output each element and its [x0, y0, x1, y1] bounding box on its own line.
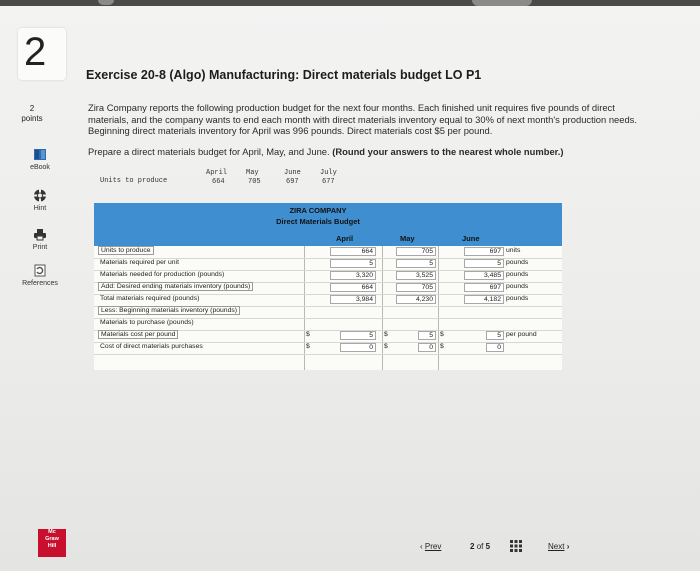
question-number: 2 — [24, 30, 47, 74]
april-input[interactable]: 3,320 — [330, 271, 376, 280]
may-input[interactable]: 5 — [396, 259, 436, 268]
unit-label: per pound — [506, 331, 537, 338]
page-indicator — [470, 542, 490, 551]
table-row — [94, 342, 562, 355]
instructions-text: Prepare a direct materials budget for April, May, and June. — [88, 146, 330, 157]
june-input[interactable]: 5 — [464, 259, 504, 268]
april-input[interactable]: 5 — [340, 331, 376, 340]
given-value: 705 — [248, 178, 261, 186]
april-input[interactable]: 3,984 — [330, 295, 376, 304]
june-input[interactable]: 4,182 — [464, 295, 504, 304]
print-button[interactable] — [18, 228, 62, 251]
references-button[interactable] — [18, 264, 62, 287]
row-label: Cost of direct materials purchases — [100, 343, 203, 350]
points-value: 2 — [29, 104, 35, 113]
row-label: Less: Beginning materials inventory (pounds) — [98, 306, 240, 315]
column-header-april: April — [336, 234, 354, 243]
may-input[interactable]: 3,525 — [396, 271, 436, 280]
prev-button[interactable]: ‹ Prev — [420, 542, 442, 551]
next-label: Next — [548, 542, 565, 551]
column-header-june: June — [462, 234, 480, 243]
mcgraw-hill-logo — [38, 529, 66, 557]
given-row-label: Units to produce — [100, 177, 168, 185]
prev-label: Prev — [424, 542, 442, 551]
intro-line: materials, and the company wants to end each month with direct materials inventory equal to 30% of next month's production needs. — [88, 113, 637, 125]
may-input[interactable]: 5 — [418, 331, 436, 340]
print-label: Print — [32, 244, 48, 251]
question-navigation — [392, 536, 602, 558]
next-button[interactable]: Next › — [548, 542, 570, 551]
references-icon — [33, 264, 47, 277]
grid-icon[interactable] — [510, 540, 522, 554]
given-value: 664 — [212, 178, 225, 186]
page-current: 2 — [470, 542, 475, 551]
unit-label: units — [506, 247, 521, 254]
unit-label: pounds — [506, 271, 529, 278]
budget-name: Direct Materials Budget — [276, 217, 360, 226]
june-input[interactable]: 3,485 — [464, 271, 504, 280]
hint-button[interactable] — [18, 189, 62, 212]
june-input[interactable]: 697 — [464, 283, 504, 292]
given-month: April — [206, 169, 228, 177]
row-label: Total materials required (pounds) — [100, 295, 200, 302]
row-label: Materials required per unit — [100, 259, 179, 266]
dollar-sign: $ — [440, 331, 444, 338]
given-month: June — [284, 169, 301, 177]
dollar-sign: $ — [306, 343, 310, 350]
row-label: Materials cost per pound — [98, 330, 178, 339]
budget-header — [94, 205, 542, 227]
row-label: Add: Desired ending materials inventory (pounds) — [98, 282, 253, 291]
unit-label: pounds — [506, 283, 529, 290]
june-total: 0 — [486, 343, 504, 352]
row-label: Materials needed for production (pounds) — [100, 271, 225, 278]
dollar-sign: $ — [306, 331, 310, 338]
lifebuoy-icon — [33, 189, 47, 202]
logo-line: Hill — [47, 543, 57, 549]
page-of: of — [476, 542, 484, 551]
april-total: 0 — [340, 343, 376, 352]
logo-line: Graw — [45, 536, 59, 542]
dollar-sign: $ — [384, 343, 388, 350]
intro-text — [88, 102, 678, 137]
page-total: 5 — [485, 542, 491, 551]
given-value: 677 — [322, 178, 335, 186]
book-icon — [33, 148, 47, 161]
intro-line: Beginning direct materials inventory for April was 996 pounds. Direct materials cost $5 per pound. — [88, 125, 493, 136]
production-given-table — [100, 169, 350, 189]
points-info — [14, 104, 50, 124]
may-input[interactable]: 4,230 — [396, 295, 436, 304]
instructions-rounding: (Round your answers to the nearest whole number.) — [332, 146, 564, 157]
may-total: 0 — [418, 343, 436, 352]
ebook-label: eBook — [30, 164, 50, 171]
company-name: ZIRA COMPANY — [289, 206, 347, 215]
june-input[interactable]: 5 — [486, 331, 504, 340]
dollar-sign: $ — [384, 331, 388, 338]
top-bar — [0, 0, 700, 6]
exercise-title: Exercise 20-8 (Algo) Manufacturing: Direct materials budget LO P1 — [86, 68, 482, 82]
april-input[interactable]: 664 — [330, 247, 376, 256]
row-label: Materials to purchase (pounds) — [100, 319, 194, 326]
row-label: Units to produce — [98, 246, 154, 255]
april-input[interactable]: 664 — [330, 283, 376, 292]
printer-icon — [33, 228, 47, 241]
given-month: July — [320, 169, 337, 177]
references-label: References — [22, 280, 58, 287]
dollar-sign: $ — [440, 343, 444, 350]
given-month: May — [246, 169, 259, 177]
given-value: 697 — [286, 178, 299, 186]
unit-label: pounds — [506, 259, 529, 266]
unit-label: pounds — [506, 295, 529, 302]
intro-line: Zira Company reports the following production budget for the next four months. Each finished unit requires five pounds of direct — [88, 102, 615, 113]
may-input[interactable]: 705 — [396, 283, 436, 292]
instructions — [88, 146, 688, 157]
points-label: points — [21, 114, 43, 123]
logo-line: Mc — [48, 529, 56, 535]
hint-label: Hint — [33, 205, 47, 212]
june-input[interactable]: 697 — [464, 247, 504, 256]
direct-materials-budget-table — [94, 246, 562, 370]
may-input[interactable]: 705 — [396, 247, 436, 256]
april-input[interactable]: 5 — [330, 259, 376, 268]
ebook-button[interactable] — [18, 148, 62, 171]
column-header-may: May — [400, 234, 415, 243]
